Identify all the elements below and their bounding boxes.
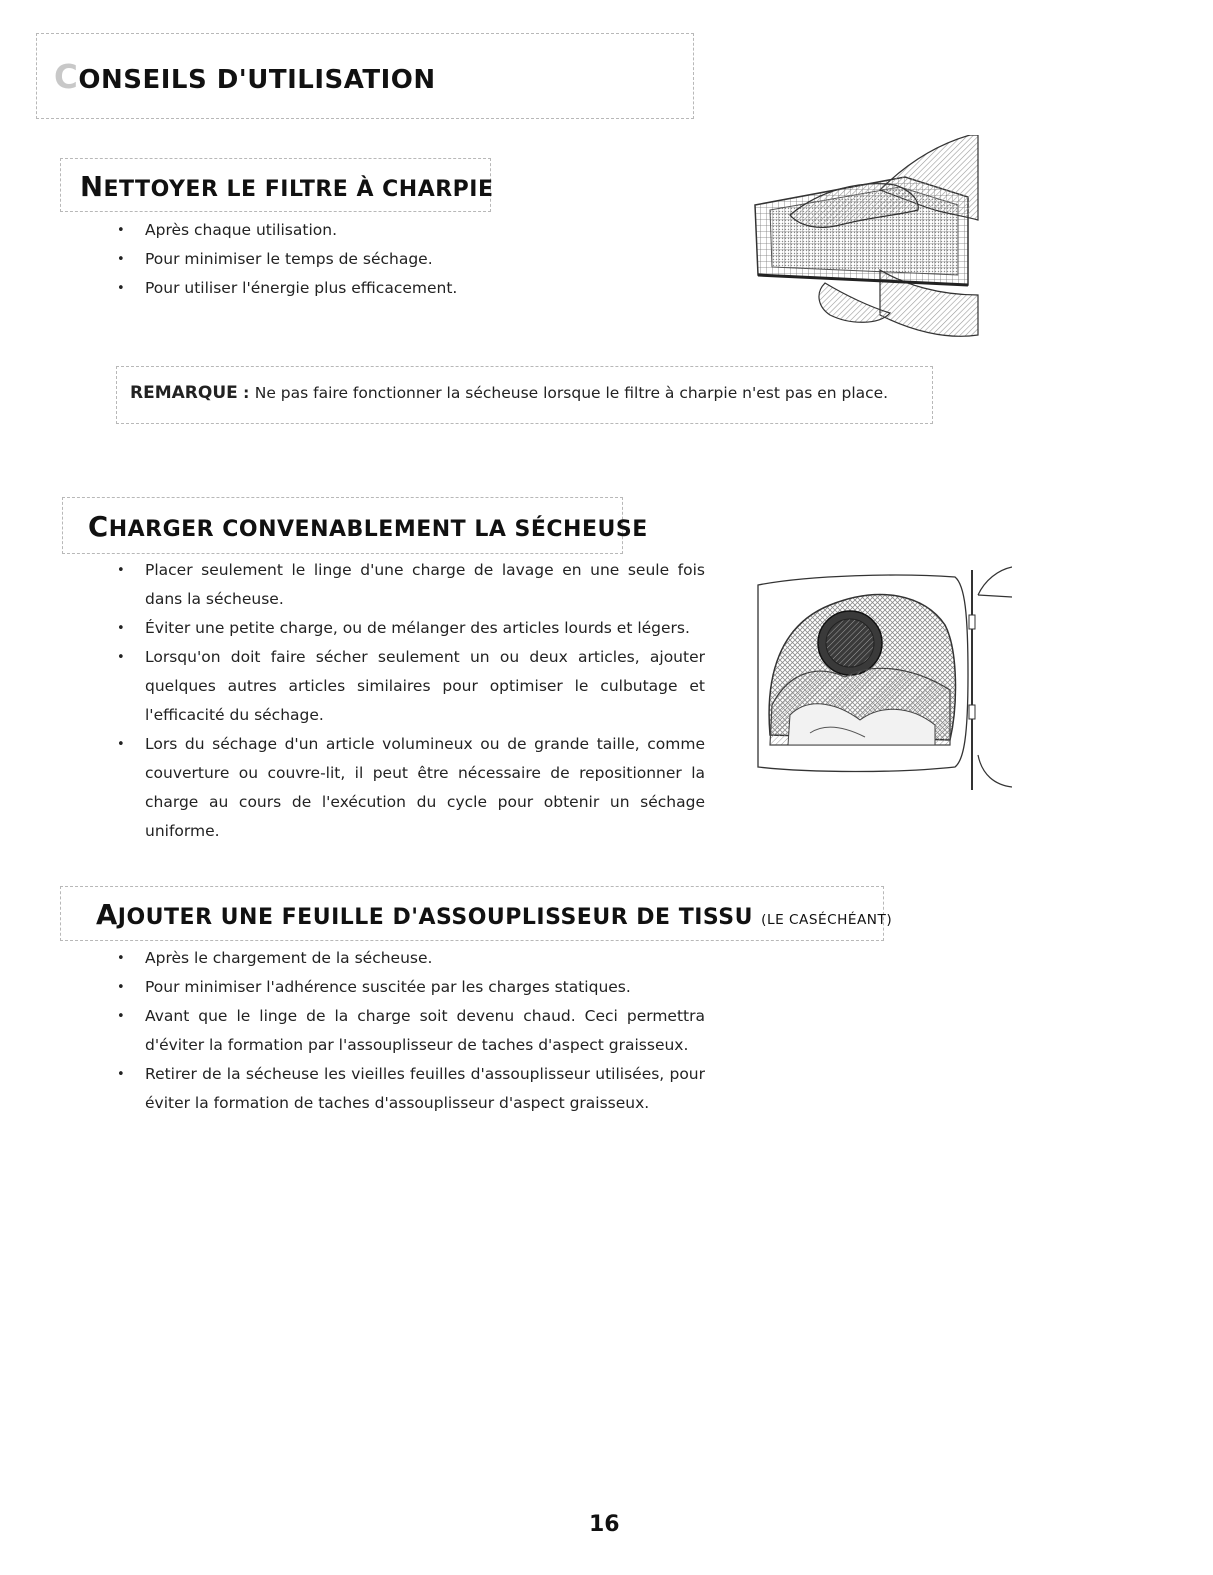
note <box>130 383 888 403</box>
list-item: • Éviter une petite charge, ou de mélanger des articles lourds et légers. <box>117 614 705 643</box>
section-2-heading-rest: HARGER CONVENABLEMENT LA SÉCHEUSE <box>108 517 648 542</box>
note-label: REMARQUE <box>130 383 238 403</box>
section-2-list <box>117 556 705 846</box>
list-item: • Pour utiliser l'énergie plus efficacement. <box>117 274 677 303</box>
section-3-heading <box>96 899 892 931</box>
list-item: • Pour minimiser l'adhérence suscitée par les charges statiques. <box>117 973 705 1002</box>
note-text: Ne pas faire fonctionner la sécheuse lorsque le filtre à charpie n'est pas en place. <box>254 384 889 402</box>
dryer-drum-illustration <box>750 555 1012 795</box>
lint-filter-illustration <box>730 135 980 345</box>
section-3-heading-note: (LE CASÉCHÉANT) <box>761 912 893 928</box>
section-1-heading <box>80 171 494 203</box>
list-item: • Lorsqu'on doit faire sécher seulement un ou deux articles, ajouter quelques autres articles similaires pour optimiser le culbutage et l'efficacité du séchage. <box>117 643 705 730</box>
page-title-initial: C <box>54 58 79 96</box>
note-separator: : <box>237 384 255 402</box>
list-item: • Après le chargement de la sécheuse. <box>117 944 705 973</box>
page-title <box>54 58 436 96</box>
section-1-heading-rest: ETTOYER LE FILTRE À CHARPIE <box>103 177 494 202</box>
list-item: • Placer seulement le linge d'une charge de lavage en une seule fois dans la sécheuse. <box>117 556 705 614</box>
page-number: 16 <box>589 1512 620 1537</box>
list-item: • Retirer de la sécheuse les vieilles feuilles d'assouplisseur utilisées, pour éviter la formation de taches d'assouplisseur d'aspect graisseux. <box>117 1060 705 1118</box>
section-3-heading-rest: JOUTER UNE FEUILLE D'ASSOUPLISSEUR DE TISSU <box>117 905 753 930</box>
list-item: • Pour minimiser le temps de séchage. <box>117 245 677 274</box>
list-item: • Après chaque utilisation. <box>117 216 677 245</box>
section-1-heading-initial: N <box>80 171 104 203</box>
section-3-list <box>117 944 705 1118</box>
list-item: • Avant que le linge de la charge soit devenu chaud. Ceci permettra d'éviter la formation par l'assouplisseur de taches d'aspect graisseux. <box>117 1002 705 1060</box>
section-2-heading <box>88 511 648 543</box>
list-item: • Lors du séchage d'un article volumineux ou de grande taille, comme couverture ou couvre-lit, il peut être nécessaire de repositionner la charge au cours de l'exécution du cycle pour obtenir un séchage uniforme. <box>117 730 705 846</box>
section-2-heading-initial: C <box>88 511 109 543</box>
section-1-list <box>117 216 677 303</box>
section-3-heading-initial: A <box>96 899 118 931</box>
page-title-rest: ONSEILS D'UTILISATION <box>78 65 436 95</box>
